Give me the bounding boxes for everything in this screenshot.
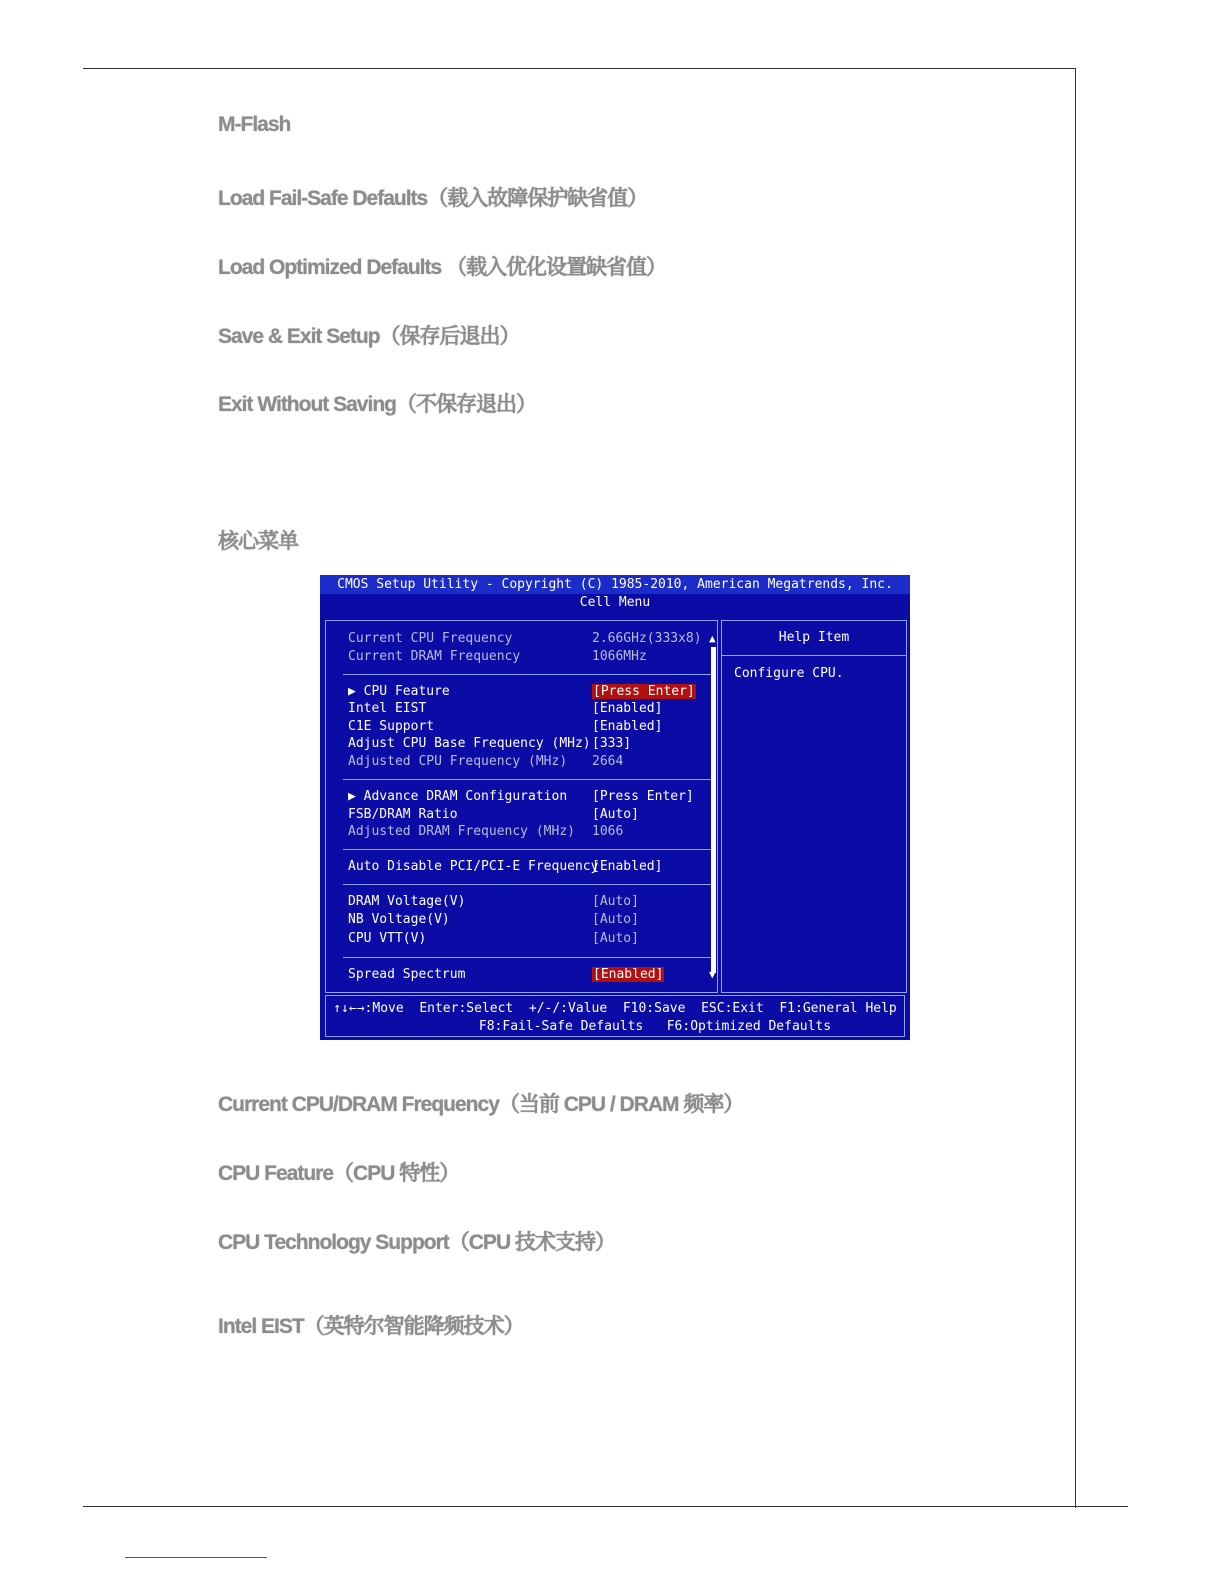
bios-item-advance-dram[interactable]: ▶ Advance DRAM Configuration	[348, 789, 568, 804]
bios-item-fsb-dram-ratio[interactable]: FSB/DRAM Ratio	[348, 807, 458, 822]
bios-key-legend	[325, 995, 905, 1037]
heading-load-failsafe: Load Fail-Safe Defaults（载入故障保护缺省值）	[218, 187, 648, 210]
bios-divider	[343, 779, 711, 780]
heading-core-menu: 核心菜单	[218, 530, 298, 553]
bios-item-value[interactable]: [Enabled]	[592, 859, 663, 874]
bios-item-value[interactable]: [Enabled]	[592, 719, 663, 734]
heading-current-freq: Current CPU/DRAM Frequency（当前 CPU / DRAM 频率）	[218, 1093, 744, 1116]
right-rule	[1075, 68, 1076, 1508]
scroll-up-arrow-icon[interactable]: ▲	[709, 632, 716, 645]
scrollbar[interactable]	[711, 647, 716, 973]
bios-item-label: Current CPU Frequency	[348, 631, 513, 646]
bios-item-label: Adjusted CPU Frequency (MHz)	[348, 754, 568, 769]
bios-item-value[interactable]: [Auto]	[592, 912, 639, 927]
key-legend-line2: F8:Fail-Safe Defaults F6:Optimized Defaults	[478, 1019, 832, 1034]
bios-header-menu: Cell Menu	[579, 595, 651, 610]
bios-item-value-highlighted[interactable]: [Enabled]	[593, 967, 664, 982]
bios-item-value: 1066	[592, 824, 624, 839]
bios-item-spread-spectrum[interactable]: Spread Spectrum	[348, 967, 466, 982]
bios-item-adjust-cpu-base[interactable]: Adjust CPU Base Frequency (MHz)	[348, 736, 591, 751]
bios-divider	[343, 884, 711, 885]
heading-exit-without-saving: Exit Without Saving（不保存退出）	[218, 393, 536, 416]
bios-item-label: Current DRAM Frequency	[348, 649, 521, 664]
bios-item-value-selected[interactable]: [Press Enter]	[593, 684, 695, 699]
bios-item-c1e-support[interactable]: C1E Support	[348, 719, 435, 734]
key-legend-line1: ↑↓←→:Move Enter:Select +/-/:Value F10:Save ESC:Exit F1:General Help	[333, 1001, 897, 1016]
heading-cpu-feature: CPU Feature（CPU 特性）	[218, 1162, 460, 1185]
bios-settings-panel	[325, 620, 718, 993]
bios-item-value[interactable]: [Auto]	[592, 807, 639, 822]
bios-item-value[interactable]: [Auto]	[592, 894, 639, 909]
heading-intel-eist: Intel EIST（英特尔智能降频技术）	[218, 1315, 524, 1338]
bios-item-nb-voltage[interactable]: NB Voltage(V)	[348, 912, 450, 927]
bios-item-value: 2.66GHz(333x8)	[592, 631, 702, 646]
heading-load-optimized: Load Optimized Defaults （载入优化设置缺省值）	[218, 256, 667, 279]
bottom-rule	[83, 1506, 1128, 1507]
scroll-down-arrow-icon[interactable]: ▼	[709, 968, 716, 981]
bios-item-dram-voltage[interactable]: DRAM Voltage(V)	[348, 894, 466, 909]
bios-divider	[343, 849, 711, 850]
bios-item-intel-eist[interactable]: Intel EIST	[348, 701, 427, 716]
bios-item-value[interactable]: [Enabled]	[592, 701, 663, 716]
bios-item-value[interactable]: [Press Enter]	[592, 789, 694, 804]
help-text: Configure CPU.	[734, 666, 844, 681]
bios-item-cpu-vtt[interactable]: CPU VTT(V)	[348, 931, 427, 946]
bios-item-value[interactable]: [Auto]	[592, 931, 639, 946]
bios-item-cpu-feature[interactable]: ▶ CPU Feature	[348, 684, 450, 699]
top-rule	[83, 68, 1076, 69]
help-title: Help Item	[778, 630, 850, 645]
bios-header-title: CMOS Setup Utility - Copyright (C) 1985-2010, American Megatrends, Inc.	[320, 575, 910, 594]
help-divider	[722, 655, 906, 656]
bios-divider	[343, 674, 711, 675]
bios-item-value: 2664	[592, 754, 624, 769]
bios-screenshot	[320, 575, 910, 1040]
heading-save-exit: Save & Exit Setup（保存后退出）	[218, 325, 520, 348]
bios-item-value: 1066MHz	[592, 649, 647, 664]
bios-divider	[343, 957, 711, 958]
heading-m-flash: M-Flash	[218, 113, 291, 136]
heading-cpu-tech-support: CPU Technology Support（CPU 技术支持）	[218, 1231, 615, 1254]
footer-link-underline	[125, 1557, 267, 1558]
bios-item-auto-disable-pci[interactable]: Auto Disable PCI/PCI-E Frequency	[348, 859, 599, 874]
bios-item-value[interactable]: [333]	[592, 736, 632, 751]
bios-help-panel	[721, 620, 907, 993]
bios-item-label: Adjusted DRAM Frequency (MHz)	[348, 824, 575, 839]
